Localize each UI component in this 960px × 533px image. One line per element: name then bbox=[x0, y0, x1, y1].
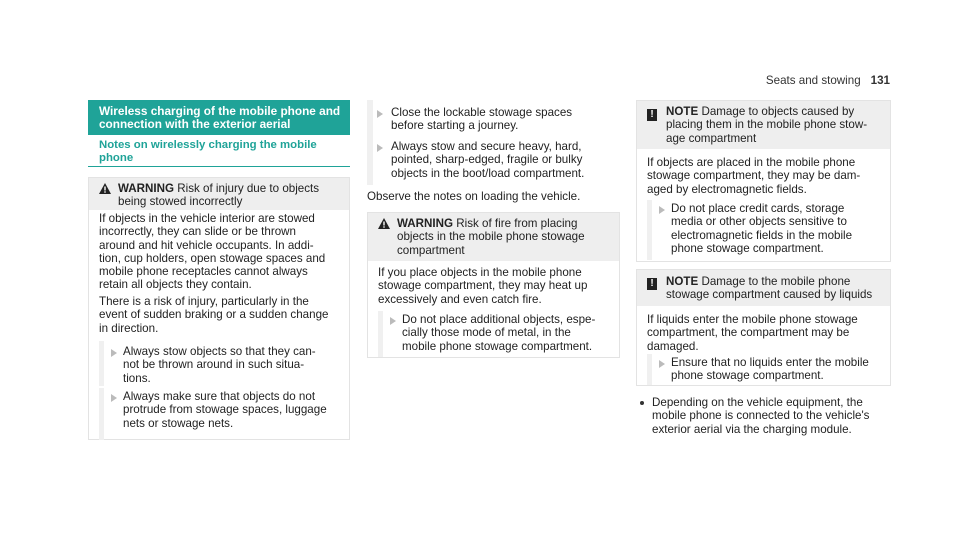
page-number: 131 bbox=[870, 74, 890, 87]
step-item: Do not place credit cards, storage media or other objects sensitive to electromagnetic fields in the mobile phone stowage compartment. bbox=[671, 202, 853, 255]
step-item: Always stow objects so that they can- not be thrown around in such situa- tions. bbox=[123, 345, 316, 385]
note-label: NOTE bbox=[666, 105, 699, 118]
step-item: Always stow and secure heavy, hard, pointed, sharp-edged, fragile or bulky objects in the boot/load compartment. bbox=[391, 140, 585, 180]
header-section: Seats and stowing bbox=[765, 74, 861, 87]
step-arrow-icon bbox=[659, 206, 665, 214]
note-paragraph: If objects are placed in the mobile phone stowage compartment, they may be dam- aged by electromagnetic fields. bbox=[647, 156, 861, 196]
warning-head: WARNING Risk of fire from placing objects in the mobile phone stowage compartment bbox=[368, 213, 619, 261]
step-item: Close the lockable stowage spaces before starting a journey. bbox=[391, 106, 573, 133]
observe-text: Observe the notes on loading the vehicle. bbox=[367, 190, 581, 203]
warning-box-injury bbox=[88, 177, 350, 440]
note-box-liquids bbox=[636, 269, 891, 386]
warning-box-fire bbox=[367, 212, 620, 358]
warning-label: WARNING bbox=[397, 217, 454, 230]
step-arrow-icon bbox=[111, 394, 117, 402]
note-box-objects bbox=[636, 100, 891, 262]
subtitle-rule bbox=[88, 166, 350, 167]
step-arrow-icon bbox=[659, 360, 665, 368]
step-arrow-icon bbox=[111, 349, 117, 357]
note-head: ! NOTE Damage to objects caused by placing them in the mobile phone stow- age compartment bbox=[637, 101, 890, 149]
subtitle: Notes on wirelessly charging the mobile phone bbox=[99, 139, 317, 164]
bullet-item: Depending on the vehicle equipment, the mobile phone is connected to the vehicle's exterior aerial via the charging module. bbox=[652, 396, 870, 436]
step-arrow-icon bbox=[390, 317, 396, 325]
step-item: Ensure that no liquids enter the mobile phone stowage compartment. bbox=[671, 356, 869, 383]
warning-icon bbox=[99, 183, 111, 194]
page-header bbox=[766, 74, 890, 87]
warning-paragraph: If you place objects in the mobile phone stowage compartment, they may heat up excessively and even catch fire. bbox=[378, 266, 588, 306]
bullet-icon bbox=[640, 401, 644, 405]
warning-head: WARNING Risk of injury due to objects being stowed incorrectly bbox=[89, 178, 349, 210]
note-icon: ! bbox=[647, 278, 657, 290]
warning-icon bbox=[378, 218, 390, 229]
step-item: Always make sure that objects do not protrude from stowage spaces, luggage nets or stowage nets. bbox=[123, 390, 327, 430]
step-item: Do not place additional objects, espe- cially those mode of metal, in the mobile phone stowage compartment. bbox=[402, 313, 596, 353]
step-arrow-icon bbox=[377, 110, 383, 118]
note-head: ! NOTE Damage to the mobile phone stowage compartment caused by liquids bbox=[637, 270, 890, 306]
warning-paragraph-2: There is a risk of injury, particularly in the event of sudden braking or a sudden change in direction. bbox=[99, 295, 329, 335]
step-arrow-icon bbox=[377, 144, 383, 152]
note-label: NOTE bbox=[666, 275, 699, 288]
section-title: Wireless charging of the mobile phone and connection with the exterior aerial bbox=[88, 100, 350, 135]
note-paragraph: If liquids enter the mobile phone stowage compartment, the compartment may be damaged. bbox=[647, 313, 858, 353]
warning-paragraph: If objects in the vehicle interior are stowed incorrectly, they can slide or be thrown around and hit vehicle occupants. In addi- tion, cup holders, open stowage spaces and mobile phone receptacles cannot always retain all objects they contain. bbox=[99, 212, 326, 292]
warning-label: WARNING bbox=[118, 182, 175, 195]
note-icon: ! bbox=[647, 109, 657, 121]
